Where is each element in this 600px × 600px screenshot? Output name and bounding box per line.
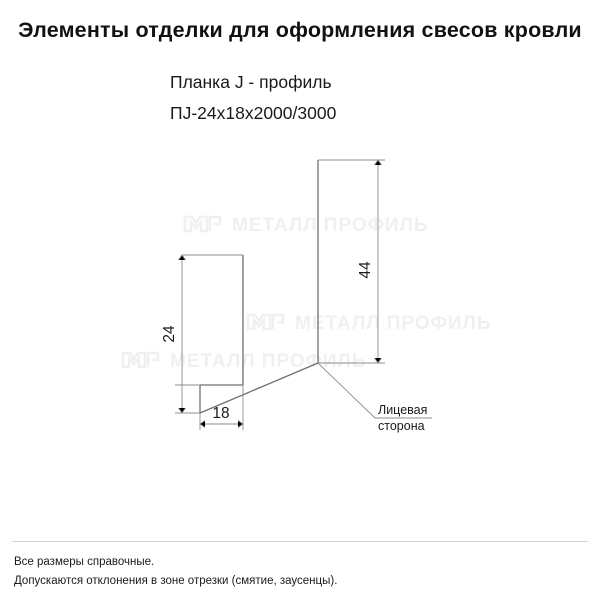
extension-lines [175, 160, 385, 430]
dimension-label-18: 18 [212, 405, 230, 422]
dimension-44 [375, 160, 382, 363]
dimension-24 [179, 255, 244, 413]
watermark-text: МЕТАЛЛ ПРОФИЛЬ [232, 215, 429, 237]
callout-label-line2: сторона [378, 419, 425, 433]
watermark-text: МЕТАЛЛ ПРОФИЛЬ [295, 313, 492, 335]
page-title: Элементы отделки для оформления свесов кровли [18, 18, 582, 42]
dimension-label-24: 24 [161, 325, 178, 343]
callout-label-line1: Лицевая [378, 403, 428, 417]
profile-drawing [0, 130, 600, 460]
profile-outline [200, 160, 318, 413]
product-subtitle: Планка J - профиль [170, 72, 332, 92]
watermark-text: МЕТАЛЛ ПРОФИЛЬ [170, 351, 367, 373]
footer-note-2: Допускаются отклонения в зоне отрезки (смятие, заусенцы). [14, 575, 338, 587]
dimension-label-44: 44 [357, 261, 374, 279]
product-code: ПJ-24x18x2000/3000 [170, 103, 337, 123]
footer-divider [12, 541, 588, 542]
footer-note-1: Все размеры справочные. [14, 556, 155, 568]
